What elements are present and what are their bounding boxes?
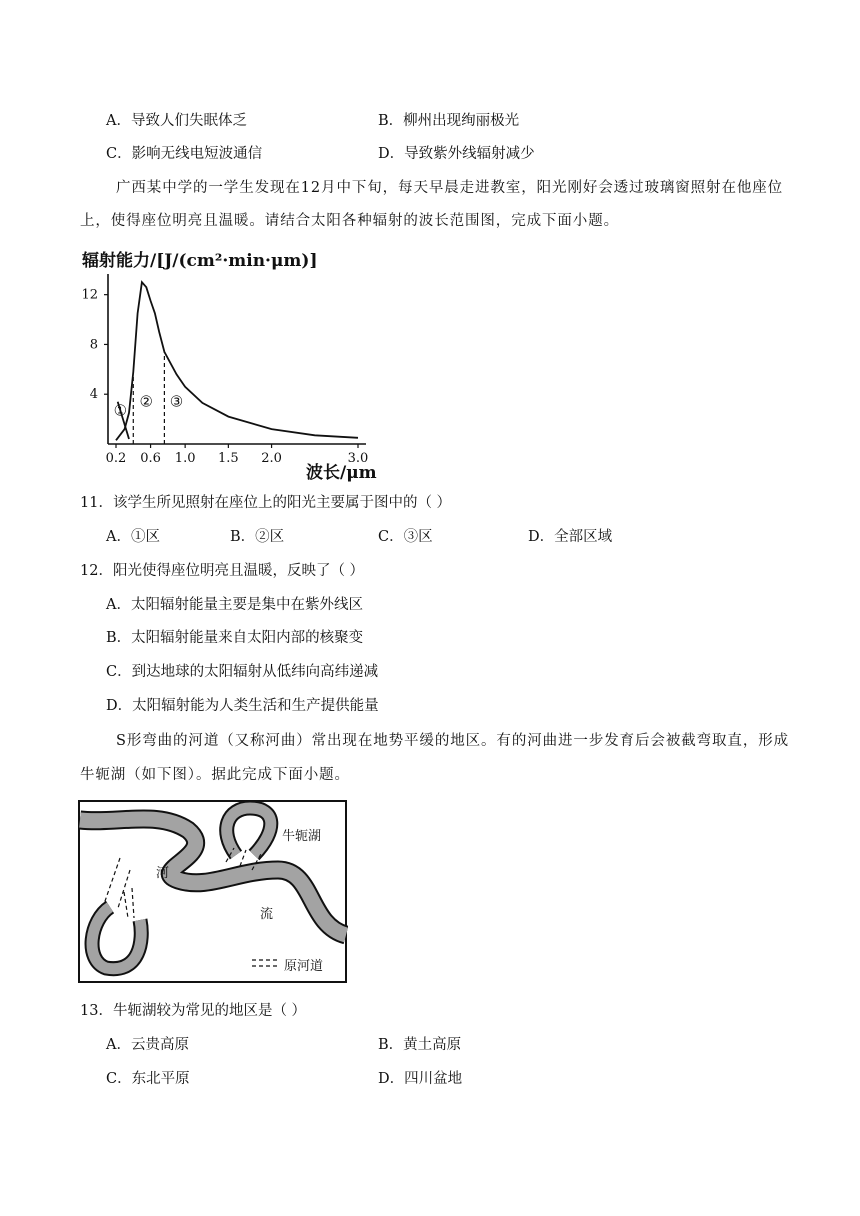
solar-radiation-chart — [78, 244, 378, 484]
q11-option-a: A．①区 — [106, 529, 160, 545]
q12-option-b: B．太阳辐射能量来自太阳内部的核聚变 — [106, 630, 364, 646]
option-b: B．柳州出现绚丽极光 — [378, 113, 520, 129]
legend-label: 原河道 — [284, 959, 324, 974]
y-axis-label: 辐射能力/[J/(cm²·min·μm)] — [82, 251, 318, 271]
region-label: ① — [113, 401, 128, 420]
radiation-curve — [113, 282, 358, 440]
option-d: D．导致紫外线辐射减少 — [378, 146, 535, 162]
x-tick-label: 0.2 — [105, 451, 127, 466]
q13-option-d: D．四川盆地 — [378, 1071, 463, 1087]
passage-line: 上，使得座位明亮且温暖。请结合太阳各种辐射的波长范围图，完成下面小题。 — [80, 213, 619, 229]
y-tick-label: 8 — [89, 337, 98, 353]
river-label-he: 河 — [156, 866, 170, 881]
q12-option-d: D．太阳辐射能为人类生活和生产提供能量 — [106, 698, 379, 714]
q13-option-c: C．东北平原 — [106, 1071, 190, 1087]
region-label: ③ — [169, 392, 184, 411]
x-axis-label: 波长/μm — [306, 463, 377, 483]
q11-option-d: D．全部区域 — [528, 529, 613, 545]
x-tick-label: 1.0 — [174, 451, 196, 466]
option-c: C．影响无线电短波通信 — [106, 146, 263, 162]
x-tick-label: 2.0 — [261, 451, 282, 466]
q13-option-b: B．黄土高原 — [378, 1037, 462, 1053]
q12-option-c: C．到达地球的太阳辐射从低纬向高纬递减 — [106, 664, 379, 680]
river-label-liu: 流 — [260, 907, 274, 922]
question-13-stem: 13．牛轭湖较为常见的地区是（ ） — [80, 1003, 307, 1019]
oxbow-lake-label: 牛轭湖 — [282, 829, 322, 844]
y-tick-label: 12 — [81, 287, 98, 303]
question-12-stem: 12．阳光使得座位明亮且温暖，反映了（ ） — [80, 563, 365, 579]
x-tick-label: 1.5 — [218, 451, 239, 466]
option-a: A．导致人们失眠体乏 — [106, 113, 247, 129]
q12-option-a: A．太阳辐射能量主要是集中在紫外线区 — [106, 597, 363, 613]
passage-line: 牛轭湖（如下图）。据此完成下面小题。 — [80, 767, 350, 783]
y-tick-label: 4 — [89, 387, 98, 403]
oxbow-lake-diagram — [78, 800, 348, 984]
q11-option-b: B．②区 — [230, 529, 285, 545]
x-tick-label: 0.6 — [140, 451, 161, 466]
passage-line: S形弯曲的河道（又称河曲）常出现在地势平缓的地区。有的河曲进一步发育后会被截弯取直，形成 — [116, 733, 790, 749]
question-11-stem: 11．该学生所见照射在座位上的阳光主要属于图中的（ ） — [80, 495, 452, 511]
x-tick-label: 3.0 — [347, 451, 369, 466]
q13-option-a: A．云贵高原 — [106, 1037, 189, 1053]
q11-option-c: C．③区 — [378, 529, 433, 545]
passage-line: 广西某中学的一学生发现在12月中下旬，每天早晨走进教室，阳光刚好会透过玻璃窗照射在他座位 — [116, 180, 784, 196]
region-label: ② — [139, 392, 153, 411]
